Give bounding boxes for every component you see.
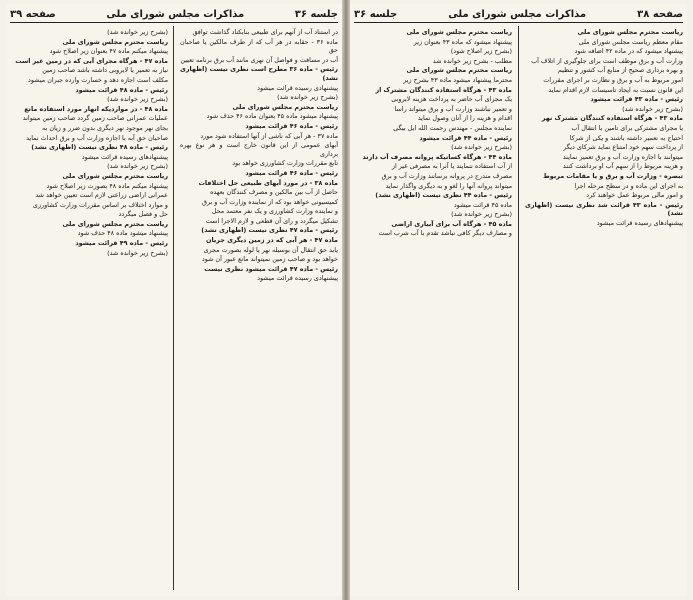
text-line: پیشنهاد میشود که ماده ۴۳ بعنوان زیر <box>413 37 512 46</box>
left-column-divider <box>173 26 174 590</box>
text-line: و نماینده وزارت کشاورزی و یک نفر معتمد محل <box>211 207 338 216</box>
text-line: و مصارف دیگر کافی نباشد تقدم با آب شرب است <box>378 229 512 238</box>
text-line: ماده ۴۷ - هر آبی که در زمین دیگری جریان <box>206 236 338 245</box>
left-page-left-column <box>10 28 168 592</box>
text-line: ماده ۴۴ - هرگاه کسانیکه پروانه مصرف آب دارند <box>362 152 512 161</box>
left-page-right-column <box>180 28 338 592</box>
text-line: امور مربوط به آب و برق و نظارت بر اجرای مقررات <box>543 75 683 84</box>
text-line: ماده ۴۸ - در مواردیکه انهار مورد استفاده مانع <box>24 104 168 113</box>
text-line: ماده ۳۸ - در مورد آبهای طبیعی حل اختلافات <box>198 178 338 187</box>
text-line: وزارت آب و برق موظف است برای جلوگیری از اتلاف آب <box>531 56 683 65</box>
text-line: ریاست محترم مجلس شورای ملی <box>577 28 683 36</box>
text-line: احتیاج به تعمیر داشته باشند و یکی از شرکا <box>569 133 683 142</box>
text-line: مصرف مندرج در پروانه برسانند وزارت آب و برق <box>381 171 512 180</box>
text-line: ماده ۴۵ قرائت میشود <box>453 200 512 209</box>
right-page <box>350 4 687 596</box>
text-line: رئیس - ماده ۴۷ قرائت میشود نظری نیست <box>204 264 338 273</box>
text-line: ماده ۳۶ - حقابه در هر آب که از طرف مالکین یا صاحبان حق <box>180 37 338 55</box>
text-line: ماده ۴۷ - هرگاه مجرای آبی که در زمین غیر است <box>15 56 168 65</box>
text-line: (بشرح زیر خوانده شد) <box>277 93 338 102</box>
text-line: ریاست محترم مجلس شورای ملی <box>406 66 512 75</box>
text-line: بجای نهر موجود نهر دیگری بدون ضرر و زیان به <box>42 123 168 132</box>
text-line: کمیسیونی خواهد بود که از نماینده وزارت آب و برق <box>201 197 338 206</box>
text-line: نماینده مجلس - مهندس رحمت الله ایل بیگی <box>393 123 512 132</box>
text-line: مطلب - بشرح زیر خوانده شد <box>432 56 512 65</box>
text-line: ماده ۴۳ - هرگاه استفاده کنندگان مشترک نهر <box>541 114 683 123</box>
text-line: رئیس - ماده ۴۳ قرائت شد نظری نیست (اظهاری نشد) <box>525 200 683 218</box>
text-line: (بشرح زیر خوانده شد) <box>451 143 512 152</box>
text-line: تشکیل میگردد و رای آن قطعی و لازم الاجرا است <box>205 216 338 225</box>
right-column-divider <box>518 26 519 590</box>
text-line: (بشرح زیر اصلاح شود) <box>450 47 512 56</box>
text-line: رئیس - ماده ۴۹ قرائت میشود <box>75 239 168 248</box>
text-line: در استناد آب از آنهم برای طبیعی بنابکناد گذاشت توافق <box>192 28 338 36</box>
text-line: حل و فصل میگردد <box>118 210 168 219</box>
left-header-session: جلسه ۳۶ <box>294 8 338 20</box>
text-line: پیشنهادهای رسیده قرائت میشود <box>81 152 168 161</box>
book-gutter <box>342 0 350 600</box>
left-header-page-number: صفحه ۳۹ <box>10 8 56 20</box>
text-line: مقام معظم ریاست مجلس شورای ملی <box>578 37 683 46</box>
text-line: رئیس - ماده ۴۴ نظری نیست (اظهاری نشد) <box>375 191 512 200</box>
text-line: اقدام و هزینه را از آنان وصول نماید <box>417 114 512 123</box>
text-line: یابد حق انتقال آن بوسیله نهر یا لوله بصورت مجری <box>203 245 338 254</box>
right-header-page-number: صفحه ۳۸ <box>637 8 683 20</box>
text-line: میتواند پروانه آنها را لغو و به دیگری واگذار نماید <box>385 181 512 190</box>
text-line: رئیس - ماده ۴۸ نظری نیست (اظهاری نشد) <box>31 143 168 152</box>
text-line: و بهره برداری صحیح از منابع آب کشور و تنظیم <box>557 66 683 75</box>
text-line: رئیس - ماده ۴۶ قرائت میشود <box>245 121 338 130</box>
text-line: ریاست محترم مجلس شورای ملی <box>406 28 512 36</box>
text-line: (بشرح زیر خوانده شد) <box>107 28 168 36</box>
text-line: و موارد اختلاف بر اساس مقررات وزارت کشاورزی <box>32 200 168 209</box>
text-line: ماده ۴۵ - هرگاه آب برای آبیاری اراضی <box>391 219 512 228</box>
text-line: حاصل از آب بین مالکین و مصرف کنندگان بعهده <box>210 188 338 197</box>
right-header-session: جلسه ۳۶ <box>354 8 398 20</box>
text-line: رئیس - ماده ۴۷ نظری نیست (اظهاری نشد) <box>201 226 338 235</box>
text-line: رئیس - ماده ۳۶ مطرح است نظری نیست (اظهاری نشد) <box>180 65 338 82</box>
text-line: مکلف است اجازه دهد و خسارت وارده جبران میشود <box>27 75 168 84</box>
text-line: پیشنهاد میکنم ماده ۴۸ بصورت زیر اصلاح شود <box>46 181 168 190</box>
text-line: ماده ۴۳ - هرگاه استفاده کنندگان مشترک از <box>375 85 512 94</box>
text-line: ریاست محترم مجلس شورای ملی <box>62 219 168 228</box>
text-line: تابع مقررات وزارت کشاورزی خواهد بود <box>232 159 338 168</box>
text-line: یا مجرای مشترکی برای تامین یا انتقال آب <box>571 123 683 132</box>
text-line: رئیس - ماده ۴۴ قرائت میشود <box>419 133 512 142</box>
left-header-title: مذاکرات مجلس شورای ملی <box>106 8 245 20</box>
right-header-title: مذاکرات مجلس شورای ملی <box>448 8 587 20</box>
text-line: ریاست محترم مجلس شورای ملی <box>232 102 338 111</box>
text-line: (بشرح زیر خوانده شد) <box>107 162 168 171</box>
text-line: (بشرح زیر خوانده شد) <box>107 248 168 257</box>
text-line: ریاست محترم مجلس شورای ملی <box>62 37 168 46</box>
text-line: از پرداخت سهم خود امتناع نماید شرکای دیگر <box>563 143 683 152</box>
text-line: خواهد بود و صاحب زمین نمیتواند مانع عبور آن شود <box>201 255 338 264</box>
text-line: (بشرح زیر خوانده شد) <box>622 104 683 113</box>
text-line: عمرانی اراضی زراعتی لازم است تعیین خواهد شد <box>35 191 168 200</box>
text-line: نیاز به تعمیر یا لایروبی داشته باشد صاحب زمین <box>42 66 168 75</box>
text-line: پیشنهاد میشود که در ماده ۴۲ اضافه شود <box>574 47 683 56</box>
text-line: رئیس - ماده ۴۸ قرائت میشود <box>75 85 168 94</box>
text-line: آبهای عمومی از این قانون خارج است و هر نوع بهره برداری <box>180 141 338 158</box>
text-line: از آب استفاده ننمایند یا آنرا به مصرفی غیر از <box>391 162 512 171</box>
text-line: رئیس - ماده ۴۳ قرائت میشود <box>590 95 683 104</box>
text-line: و امور مالی مربوط عمل خواهند کرد <box>586 191 683 200</box>
text-line: میتوانند با اجازه وزارت آب و برق تعمیر نمایند <box>562 152 683 161</box>
text-line: پیشنهادی رسیده قرائت میشود <box>257 83 338 92</box>
text-line: پیشنهاد میشود ماده ۴۸ حذف شود <box>77 229 168 238</box>
text-line: عملیات عمرانی صاحب زمین گردد صاحب زمین میتواند <box>22 114 168 123</box>
left-page <box>6 4 342 596</box>
right-page-header <box>354 6 683 23</box>
text-line: پیشنهادهای رسیده قرائت میشود <box>596 218 683 227</box>
text-line: تبصره - وزارت آب و برق و یا مقامات مربوط <box>543 171 683 180</box>
text-line: پیشنهاد میکنم ماده ۴۷ بعنوان زیر اصلاح شود <box>49 47 168 56</box>
text-line: آب در مسافت و فواصل آن نهری مانند آب برق برنامه تعیین <box>180 55 338 64</box>
text-line: و تعمیر نباشند وزارت آب و برق میتواند راسا <box>394 104 512 113</box>
text-line: صاحبان حق آبه با اجازه وزارت آب و برق احداث نماید <box>26 133 168 142</box>
text-line: ریاست محترم مجلس شورای ملی <box>62 171 168 180</box>
left-page-header <box>10 6 338 23</box>
text-line: رئیس - ماده ۴۶ قرائت میشود <box>245 168 338 177</box>
right-page-right-column <box>525 28 683 592</box>
text-line: یک مجرای آب حاضر به پرداخت هزینه لایروبی <box>391 95 512 104</box>
right-page-left-column <box>354 28 512 592</box>
text-line: این قانون نسبت به ایجاد تاسیسات لازم اقدام نماید <box>548 85 683 94</box>
text-line: ماده ۳۷ - هر آبی که ناشی از آنها استفاده شود مورد <box>200 131 338 140</box>
text-line: (بشرح زیر خوانده شد) <box>451 210 512 219</box>
text-line: به اجرای این ماده و در سطح مرحله اجرا <box>574 181 683 190</box>
text-line: پیشنهادی رسیده قرائت میشود <box>257 274 338 283</box>
text-line: پیشنهاد میشود ماده ۴۵ بعنوان ماده ۴۶ حذف شود <box>206 112 338 121</box>
text-line: و هزینه مربوط را از سهم آب او برداشت کنند <box>562 162 683 171</box>
text-line: محترما پیشنهاد میشود ماده ۴۳ بشرح زیر <box>403 75 512 84</box>
text-line: (بشرح زیر خوانده شد) <box>107 95 168 104</box>
